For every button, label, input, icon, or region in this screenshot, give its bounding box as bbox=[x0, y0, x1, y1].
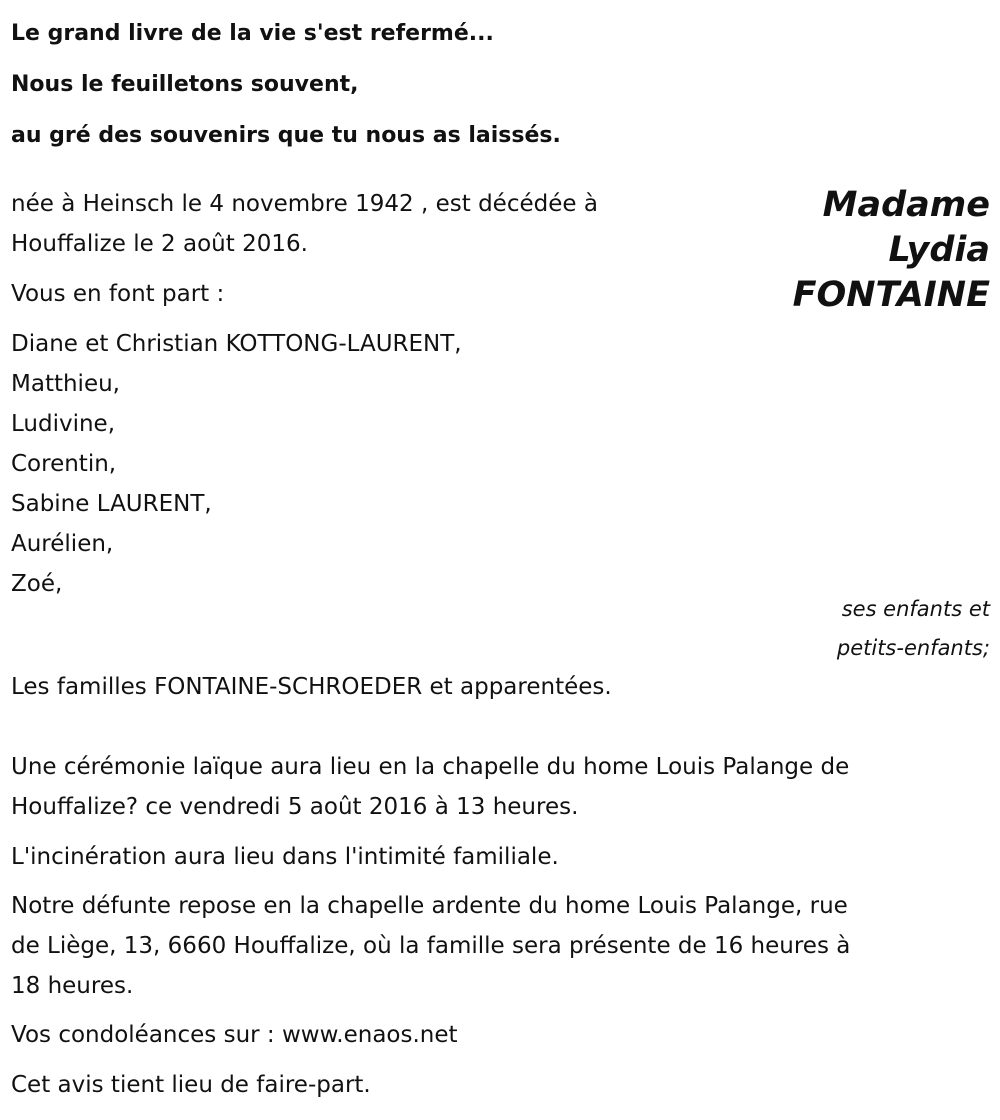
poem-line: au gré des souvenirs que tu nous as laissés. bbox=[11, 123, 561, 148]
condolences-info: Vos condoléances sur : www.enaos.net bbox=[11, 1022, 458, 1048]
family-list bbox=[11, 324, 986, 604]
relation-line: petits-enfants; bbox=[836, 636, 990, 660]
relation-label bbox=[837, 590, 990, 668]
families-line: Les familles FONTAINE-SCHROEDER et apparentées. bbox=[11, 674, 612, 700]
incineration-info: L'incinération aura lieu dans l'intimité familiale. bbox=[11, 844, 559, 870]
deceased-last-name: FONTAINE bbox=[792, 275, 990, 315]
birth-death-info bbox=[11, 184, 986, 264]
rest-info bbox=[11, 886, 986, 1006]
rest-line: Notre défunte repose en la chapelle ardente du home Louis Palange, rue bbox=[11, 893, 848, 919]
list-item: Aurélien, bbox=[11, 531, 114, 557]
deceased-title: Madame bbox=[822, 185, 990, 225]
birth-death-line: née à Heinsch le 4 novembre 1942 , est décédée à bbox=[11, 191, 598, 217]
deceased-first-name: Lydia bbox=[888, 230, 990, 270]
list-item: Ludivine, bbox=[11, 411, 116, 437]
list-item: Corentin, bbox=[11, 451, 117, 477]
list-item: Sabine LAURENT, bbox=[11, 491, 212, 517]
announcement: Vous en font part : bbox=[11, 281, 225, 307]
poem-line: Nous le feuilletons souvent, bbox=[11, 72, 359, 97]
relation-line: ses enfants et bbox=[841, 597, 990, 621]
list-item: Diane et Christian KOTTONG-LAURENT, bbox=[11, 331, 462, 357]
closing-note: Cet avis tient lieu de faire-part. bbox=[11, 1072, 371, 1098]
birth-death-line: Houffalize le 2 août 2016. bbox=[11, 231, 308, 257]
ceremony-info bbox=[11, 747, 986, 827]
list-item: Zoé, bbox=[11, 571, 63, 597]
rest-line: 18 heures. bbox=[11, 973, 134, 999]
ceremony-line: Houffalize? ce vendredi 5 août 2016 à 13 heures. bbox=[11, 794, 579, 820]
rest-line: de Liège, 13, 6660 Houffalize, où la famille sera présente de 16 heures à bbox=[11, 933, 851, 959]
list-item: Matthieu, bbox=[11, 371, 120, 397]
ceremony-line: Une cérémonie laïque aura lieu en la chapelle du home Louis Palange de bbox=[11, 754, 850, 780]
poem-line: Le grand livre de la vie s'est refermé... bbox=[11, 21, 494, 46]
poem bbox=[11, 8, 971, 161]
